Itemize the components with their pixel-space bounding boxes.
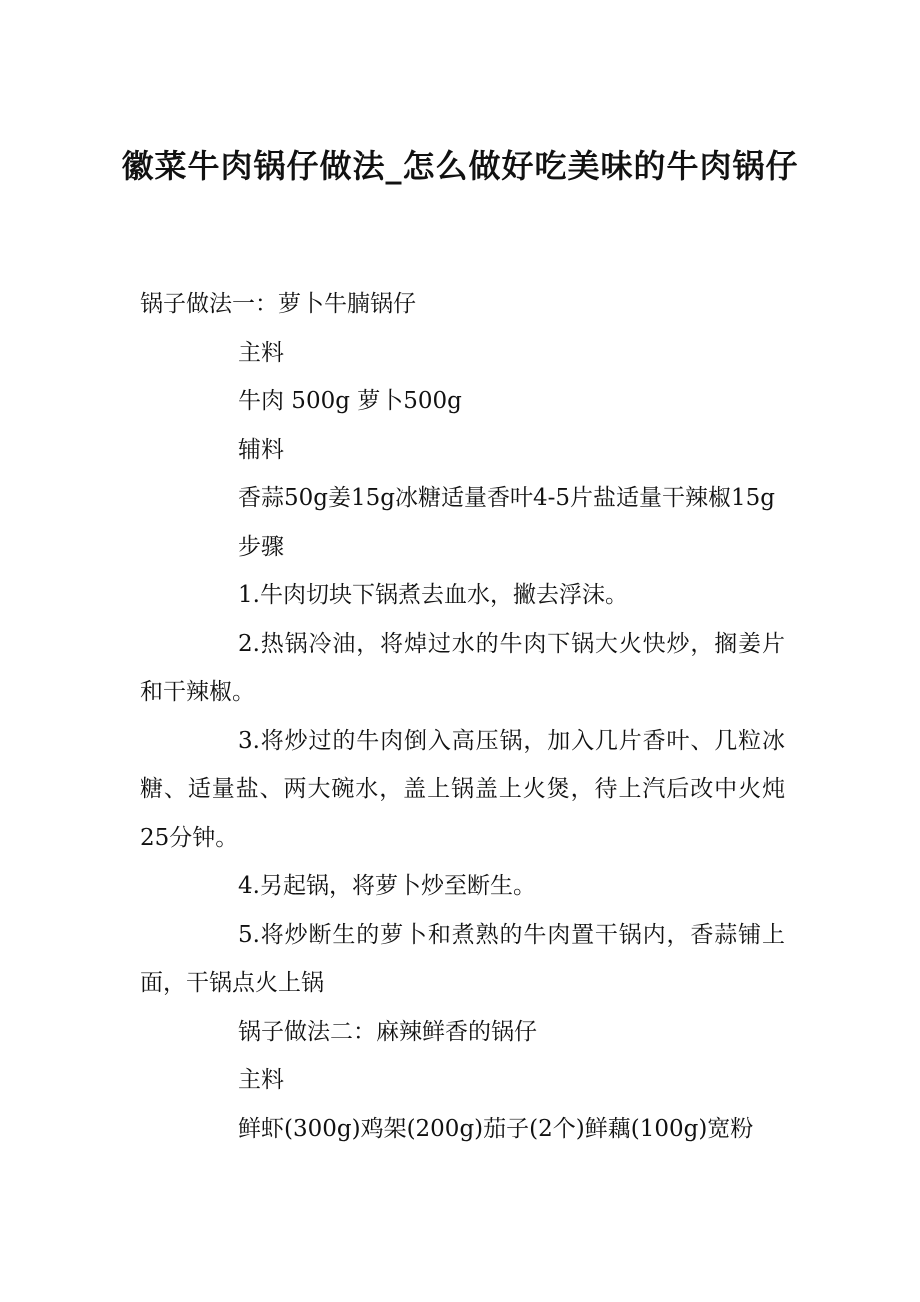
document-title: 徽菜牛肉锅仔做法_怎么做好吃美味的牛肉锅仔: [121, 147, 799, 185]
section-heading-method-1: 锅子做法一：萝卜牛腩锅仔: [140, 291, 416, 317]
section-heading-method-2: 锅子做法二：麻辣鲜香的锅仔: [238, 1018, 537, 1045]
paragraph-main-ingredients-label-2: 主料: [238, 1067, 284, 1093]
paragraph-step-5: 5.将炒断生的萝卜和煮熟的牛肉置干锅内，香蒜铺上面，干锅点火上锅: [140, 921, 785, 996]
document-body: [140, 280, 785, 1153]
paragraph-auxiliary-label: 辅料: [238, 436, 284, 463]
paragraph-auxiliary-ingredients: 香蒜50g姜15g冰糖适量香叶4-5片盐适量干辣椒15g: [238, 485, 776, 511]
paragraph-step-4: 4.另起锅，将萝卜炒至断生。: [238, 873, 536, 899]
paragraph-main-ingredients: 牛肉 500g 萝卜500g: [238, 388, 462, 414]
paragraph-step-3: 3.将炒过的牛肉倒入高压锅，加入几片香叶、几粒冰糖、适量盐、两大碗水，盖上锅盖上火煲，待上汽后改中火炖25分钟。: [140, 727, 785, 851]
paragraph-steps-label: 步骤: [238, 533, 284, 560]
paragraph-step-1: 1.牛肉切块下锅煮去血水，撇去浮沫。: [238, 582, 628, 608]
paragraph-step-2: 2.热锅冷油，将焯过水的牛肉下锅大火快炒，搁姜片和干辣椒。: [140, 630, 785, 705]
paragraph-main-ingredients-2: 鲜虾(300g)鸡架(200g)茄子(2个)鲜藕(100g)宽粉: [238, 1115, 754, 1142]
paragraph-main-ingredients-label: 主料: [238, 339, 284, 366]
